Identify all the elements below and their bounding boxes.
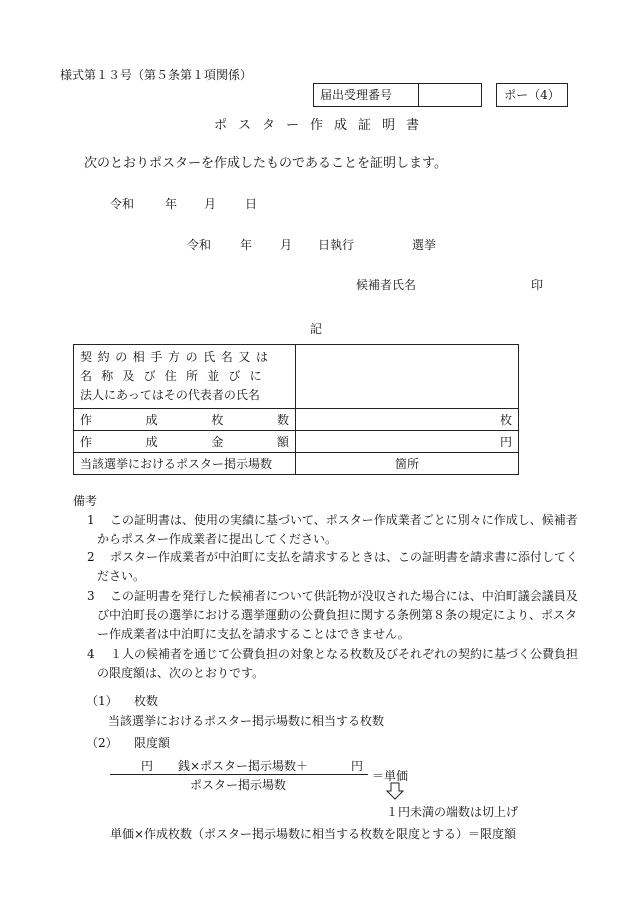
table-row xyxy=(74,431,519,453)
formula-result: ＝単価 xyxy=(372,769,409,783)
note-number: 2 xyxy=(87,550,95,564)
form-number: 様式第１３号（第５条第１項関係） xyxy=(60,68,253,82)
note-item xyxy=(73,645,579,683)
formula-numerator-middle: 銭×ポスター掲示場数＋ xyxy=(178,759,309,773)
election-date-month: 月 xyxy=(280,238,293,252)
note-line: １人の候補者を通じて公費負担の対象となる枚数及びそれぞれの契約に基づく公費負担 xyxy=(110,647,579,661)
note-line: ー作成業者は中泊町に支払を請求することはできません。 xyxy=(97,627,410,641)
amount-field[interactable] xyxy=(296,431,519,453)
count-unit: 枚 xyxy=(499,413,512,427)
contract-party-label xyxy=(74,345,296,409)
election-name: 選挙 xyxy=(412,238,437,252)
note-item xyxy=(73,587,578,644)
certification-statement: 次のとおりポスターを作成したものであることを証明します。 xyxy=(84,156,447,171)
note-line: ださい。 xyxy=(97,569,146,583)
note-item xyxy=(73,511,578,549)
issue-date-year: 年 xyxy=(165,197,178,211)
issue-date-month: 月 xyxy=(204,197,217,211)
final-formula: 単価×作成枚数（ポスター掲示場数に相当する枚数を限度とする）＝限度額 xyxy=(110,827,517,841)
amount-label-char: 金 xyxy=(211,435,224,449)
table-row xyxy=(74,345,519,409)
election-date-day: 日執行 xyxy=(318,238,355,252)
amount-label xyxy=(80,433,289,450)
receipt-code: ポー（4） xyxy=(496,83,568,107)
candidate-name-label: 候補者氏名 xyxy=(356,278,417,292)
count-label-char: 数 xyxy=(276,413,289,427)
count-label xyxy=(80,411,289,428)
issue-date-era: 令和 xyxy=(110,197,135,211)
poster-info-table xyxy=(73,344,519,475)
amount-label-cell xyxy=(74,431,296,453)
sub1-label: （1） xyxy=(86,694,118,708)
note-line: この証明書は、使用の実績に基づいて、ポスター作成業者ごとに別々に作成し、候補者 xyxy=(110,513,578,527)
election-date-era: 令和 xyxy=(187,238,212,252)
contract-label-line-3: 法人にあってはその代表者の氏名 xyxy=(80,388,260,402)
notes-heading: 備考 xyxy=(73,494,98,508)
note-line: の限度額は、次のとおりです。 xyxy=(97,666,265,680)
count-label-char: 成 xyxy=(145,413,158,427)
election-date-year: 年 xyxy=(240,238,253,252)
amount-label-char: 作 xyxy=(80,435,93,449)
note-line: び中泊町長の選挙における選挙運動の公費負担に関する条例第８条の規定により、ポスタ xyxy=(97,608,578,622)
receipt-number-label: 届出受理番号 xyxy=(313,83,419,107)
note-number: 1 xyxy=(87,513,95,527)
board-unit: 箇所 xyxy=(394,457,419,471)
rounding-note: １円未満の端数は切上げ xyxy=(386,805,519,819)
count-field[interactable] xyxy=(296,409,519,431)
table-row xyxy=(74,453,519,475)
issue-date-day: 日 xyxy=(245,197,258,211)
table-row xyxy=(74,409,519,431)
note-line: からポスター作成業者に提出してください。 xyxy=(97,532,338,546)
contract-label-line-1: 契約の相手方の氏名又は xyxy=(80,350,274,364)
count-label-char: 枚 xyxy=(211,413,224,427)
formula-yen-2: 円 xyxy=(351,759,364,773)
receipt-number-field[interactable] xyxy=(418,83,482,107)
board-label: 当該選挙におけるポスター掲示場数 xyxy=(74,453,296,475)
note-number: 4 xyxy=(87,647,95,661)
contract-party-field[interactable] xyxy=(296,345,519,409)
count-label-char: 作 xyxy=(80,413,93,427)
sub1-title: 枚数 xyxy=(134,694,159,708)
note-number: 3 xyxy=(87,589,95,603)
seal-mark: 印 xyxy=(531,278,544,292)
count-label-cell xyxy=(74,409,296,431)
fraction-bar xyxy=(110,774,368,775)
sub2-title: 限度額 xyxy=(134,736,171,750)
amount-label-char: 成 xyxy=(145,435,158,449)
board-count-field[interactable] xyxy=(296,453,519,475)
ki-heading: 記 xyxy=(310,322,323,336)
formula-denominator: ポスター掲示場数 xyxy=(190,778,287,792)
document-title: ポスター作成証明書 xyxy=(214,118,431,133)
amount-label-char: 額 xyxy=(276,435,289,449)
sub1-text: 当該選挙におけるポスター掲示場数に相当する枚数 xyxy=(108,714,385,728)
formula-yen-1: 円 xyxy=(141,759,154,773)
note-line: ポスター作成業者が中泊町に支払を請求するときは、この証明書を請求書に添付してく xyxy=(110,550,579,564)
contract-label-line-2: 名称及び住所並びに xyxy=(80,369,271,383)
sub2-label: （2） xyxy=(86,736,118,750)
note-item xyxy=(73,548,579,586)
note-line: この証明書を発行した候補者について供託物が没収された場合には、中泊町議会議員及 xyxy=(110,589,578,603)
down-arrow-icon xyxy=(386,782,404,800)
amount-unit: 円 xyxy=(499,435,512,449)
